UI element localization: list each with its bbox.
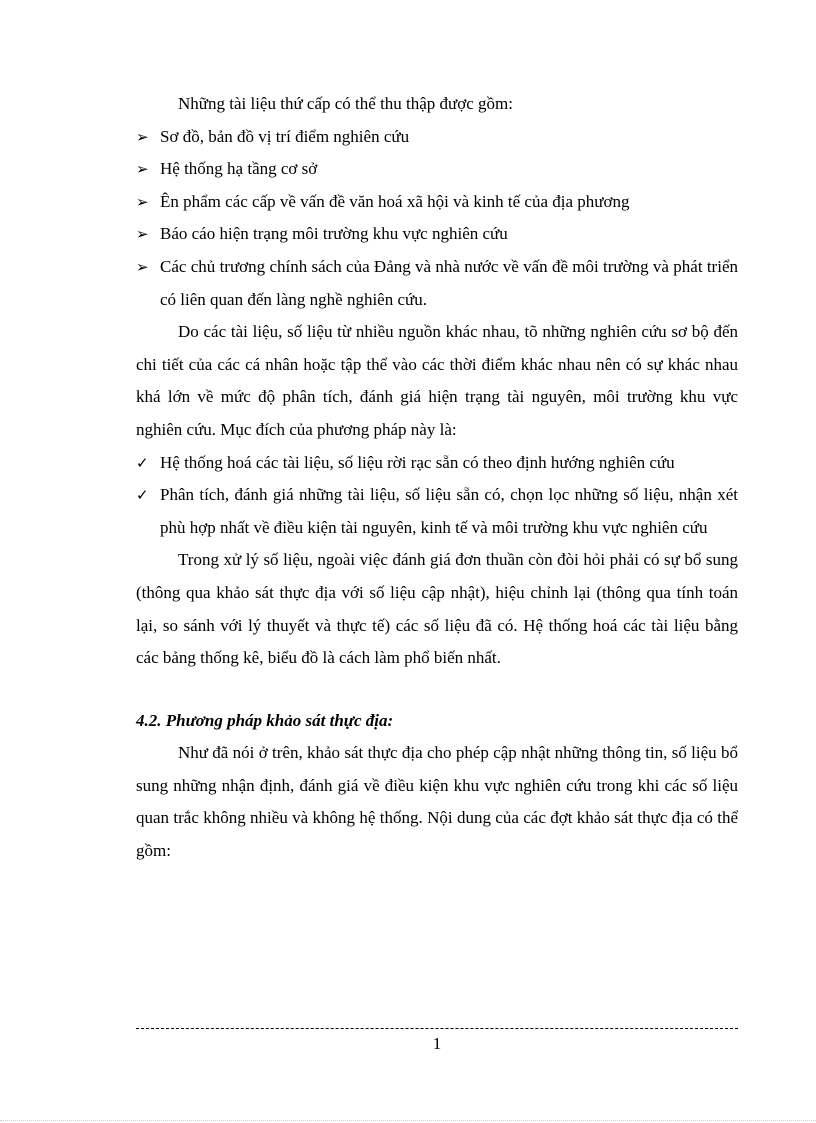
paragraph-field-survey: Như đã nói ở trên, khảo sát thực địa cho phép cập nhật những thông tin, số liệu bổ sung những nhận định, đánh giá về điều kiện khu vực nghiên cứu trong khi các số liệu quan trắc không nhiều và không hệ thống. Nội dung của các đợt khảo sát thực địa có thể gồm:: [136, 743, 738, 861]
list-item: ✓ Phân tích, đánh giá những tài liệu, số liệu sẵn có, chọn lọc những số liệu, nhận xét phù hợp nhất về điều kiện tài nguyên, kinh tế và môi trường khu vực nghiên cứu: [136, 479, 738, 544]
check-bullet-icon: ✓: [136, 453, 149, 472]
secondary-docs-list: [136, 121, 738, 317]
list-item: ➢ Hệ thống hạ tầng cơ sở: [136, 153, 738, 186]
list-item: ➢ Báo cáo hiện trạng môi trường khu vực nghiên cứu: [136, 218, 738, 251]
document-body: [136, 88, 738, 868]
footer-divider: [136, 1028, 738, 1029]
list-item: ✓ Hệ thống hoá các tài liệu, số liệu rời rạc sẵn có theo định hướng nghiên cứu: [136, 447, 738, 480]
page-edge: [0, 1120, 816, 1121]
check-bullet-icon: ✓: [136, 486, 149, 505]
arrow-bullet-icon: ➢: [136, 257, 149, 276]
paragraph-data-processing: Trong xử lý số liệu, ngoài việc đánh giá đơn thuần còn đòi hỏi phải có sự bổ sung (thông qua khảo sát thực địa với số liệu cập nhật), hiệu chỉnh lại (thông qua tính toán lại, so sánh với lý thuyết và thực tế) các số liệu đã có. Hệ thống hoá các tài liệu bằng các bảng thống kê, biểu đồ là cách làm phổ biến nhất.: [136, 550, 738, 668]
purpose-list: [136, 447, 738, 545]
arrow-bullet-icon: ➢: [136, 160, 149, 179]
list-item: ➢ Sơ đồ, bản đồ vị trí điểm nghiên cứu: [136, 121, 738, 154]
page-number: 1: [432, 1034, 442, 1053]
arrow-bullet-icon: ➢: [136, 192, 149, 211]
arrow-bullet-icon: ➢: [136, 127, 149, 146]
intro-paragraph: Những tài liệu thứ cấp có thể thu thập được gồm:: [178, 94, 514, 113]
list-item: ➢ Các chủ trương chính sách của Đảng và nhà nước về vấn đề môi trường và phát triển có liên quan đến làng nghề nghiên cứu.: [136, 251, 738, 316]
section-heading: 4.2. Phương pháp khảo sát thực địa:: [136, 710, 394, 730]
list-item: ➢ Ên phẩm các cấp về vấn đề văn hoá xã hội và kinh tế của địa phương: [136, 186, 738, 219]
paragraph-purpose-intro: Do các tài liệu, số liệu từ nhiều nguồn khác nhau, tõ những nghiên cứu sơ bộ đến chi tiết của các cá nhân hoặc tập thể vào các thời điểm khác nhau nên có sự khác nhau khá lớn về mức độ phân tích, đánh giá hiện trạng tài nguyên, môi trường khu vực nghiên cứu. Mục đích của phương pháp này là:: [136, 322, 738, 439]
arrow-bullet-icon: ➢: [136, 225, 149, 244]
